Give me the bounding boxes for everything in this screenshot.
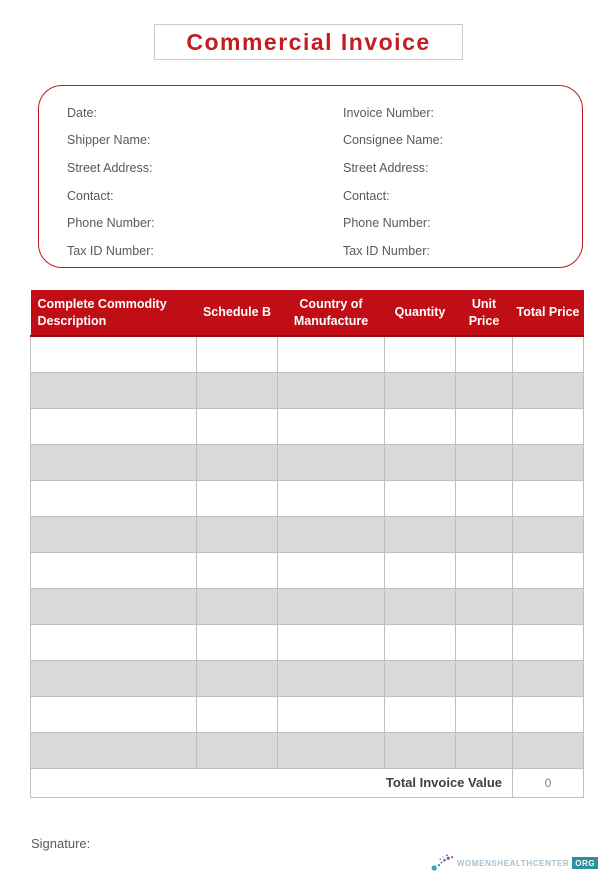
table-cell[interactable]: [456, 408, 513, 444]
shipper-tax-id-field-label: Tax ID Number:: [67, 243, 154, 258]
table-cell[interactable]: [278, 516, 385, 552]
header-schedule-b: Schedule B: [197, 290, 278, 336]
table-cell[interactable]: [31, 696, 197, 732]
header-total-price: Total Price: [513, 290, 584, 336]
table-cell[interactable]: [513, 336, 584, 372]
table-row: [31, 408, 584, 444]
table-cell[interactable]: [197, 660, 278, 696]
watermark-site-name: WOMENSHEALTHCENTER: [456, 858, 570, 868]
shipper-contact-field-label: Contact:: [67, 188, 114, 203]
table-cell[interactable]: [385, 588, 456, 624]
table-cell[interactable]: [385, 552, 456, 588]
table-cell[interactable]: [385, 732, 456, 768]
consignee-contact-field-label: Contact:: [343, 188, 390, 203]
table-row: [31, 480, 584, 516]
table-cell[interactable]: [385, 624, 456, 660]
table-cell[interactable]: [197, 588, 278, 624]
table-cell[interactable]: [385, 408, 456, 444]
table-cell[interactable]: [513, 696, 584, 732]
invoice-number-field-label: Invoice Number:: [343, 105, 435, 120]
table-cell[interactable]: [197, 696, 278, 732]
total-invoice-value: 0: [513, 768, 584, 797]
table-cell[interactable]: [31, 372, 197, 408]
table-cell[interactable]: [197, 516, 278, 552]
shipper-phone-number-field-label: Phone Number:: [67, 216, 155, 231]
table-row: [31, 624, 584, 660]
table-cell[interactable]: [513, 660, 584, 696]
table-cell[interactable]: [456, 696, 513, 732]
table-row: [31, 444, 584, 480]
table-cell[interactable]: [513, 480, 584, 516]
watermark-org-badge: ORG: [572, 857, 598, 869]
consignee-street-address-field-label: Street Address:: [343, 160, 429, 175]
table-cell[interactable]: [513, 444, 584, 480]
table-cell[interactable]: [456, 444, 513, 480]
table-cell[interactable]: [278, 408, 385, 444]
table-cell[interactable]: [197, 408, 278, 444]
table-header-row: [31, 290, 584, 336]
table-cell[interactable]: [278, 552, 385, 588]
table-cell[interactable]: [31, 480, 197, 516]
table-cell[interactable]: [385, 480, 456, 516]
header-unit-price: Unit Price: [456, 290, 513, 336]
table-cell[interactable]: [513, 732, 584, 768]
consignee-fields-column: [343, 99, 443, 265]
table-cell[interactable]: [456, 588, 513, 624]
table-cell[interactable]: [31, 516, 197, 552]
table-cell[interactable]: [278, 444, 385, 480]
table-cell[interactable]: [385, 696, 456, 732]
table-cell[interactable]: [31, 336, 197, 372]
page-title-box: [154, 24, 463, 60]
signature-label: Signature:: [31, 836, 91, 851]
table-cell[interactable]: [513, 588, 584, 624]
header-country-of-manufacture: Country of Manufacture: [278, 290, 385, 336]
table-cell[interactable]: [385, 372, 456, 408]
table-cell[interactable]: [197, 336, 278, 372]
table-cell[interactable]: [456, 336, 513, 372]
table-cell[interactable]: [278, 588, 385, 624]
table-cell[interactable]: [31, 732, 197, 768]
table-cell[interactable]: [31, 660, 197, 696]
table-row: [31, 552, 584, 588]
table-cell[interactable]: [197, 444, 278, 480]
table-row: [31, 696, 584, 732]
table-cell[interactable]: [278, 336, 385, 372]
table-row: [31, 732, 584, 768]
table-footer: [31, 768, 584, 797]
table-row: [31, 372, 584, 408]
table-cell[interactable]: [513, 408, 584, 444]
table-cell[interactable]: [278, 732, 385, 768]
table-cell[interactable]: [385, 660, 456, 696]
table-cell[interactable]: [513, 624, 584, 660]
table-row: [31, 660, 584, 696]
table-cell[interactable]: [31, 444, 197, 480]
consignee-phone-number-field-label: Phone Number:: [343, 216, 431, 231]
table-cell[interactable]: [197, 372, 278, 408]
table-cell[interactable]: [31, 408, 197, 444]
table-cell[interactable]: [456, 480, 513, 516]
table-cell[interactable]: [456, 372, 513, 408]
date-field-label: Date:: [67, 105, 97, 120]
table-row: [31, 588, 584, 624]
page-title: Commercial Invoice: [186, 28, 431, 55]
shipper-name-field-label: Shipper Name:: [67, 133, 151, 148]
table-cell[interactable]: [456, 732, 513, 768]
shipper-street-address-field-label: Street Address:: [67, 160, 153, 175]
header-commodity-description: Complete Commodity Description: [31, 290, 197, 336]
table-header: [31, 290, 584, 336]
table-cell[interactable]: [31, 552, 197, 588]
total-row: [31, 768, 584, 797]
table-cell[interactable]: [278, 624, 385, 660]
table-cell[interactable]: [513, 552, 584, 588]
commodity-table: [30, 290, 584, 798]
table-row: [31, 516, 584, 552]
table-cell[interactable]: [197, 480, 278, 516]
table-cell[interactable]: [31, 588, 197, 624]
table-cell[interactable]: [456, 516, 513, 552]
consignee-tax-id-field-label: Tax ID Number:: [343, 243, 430, 258]
table-cell[interactable]: [278, 480, 385, 516]
table-cell[interactable]: [197, 732, 278, 768]
table-cell[interactable]: [385, 516, 456, 552]
dotted-swirl-icon: [431, 853, 455, 873]
table-cell[interactable]: [197, 624, 278, 660]
table-cell[interactable]: [197, 552, 278, 588]
table-cell[interactable]: [278, 372, 385, 408]
table-cell[interactable]: [456, 552, 513, 588]
total-invoice-value-label: Total Invoice Value: [31, 768, 513, 797]
table-cell[interactable]: [513, 372, 584, 408]
table-cell[interactable]: [513, 516, 584, 552]
table-body: [31, 336, 584, 768]
shipper-fields-column: [67, 99, 155, 265]
table-row: [31, 336, 584, 372]
table-cell[interactable]: [31, 624, 197, 660]
table-cell[interactable]: [278, 660, 385, 696]
table-cell[interactable]: [385, 336, 456, 372]
table-cell[interactable]: [456, 624, 513, 660]
table-cell[interactable]: [385, 444, 456, 480]
shipment-info-box: [38, 85, 583, 268]
table-cell[interactable]: [278, 696, 385, 732]
watermark-logo: [431, 851, 598, 875]
header-quantity: Quantity: [385, 290, 456, 336]
commodity-table-wrap: [30, 290, 583, 798]
consignee-name-field-label: Consignee Name:: [343, 133, 444, 148]
table-cell[interactable]: [456, 660, 513, 696]
